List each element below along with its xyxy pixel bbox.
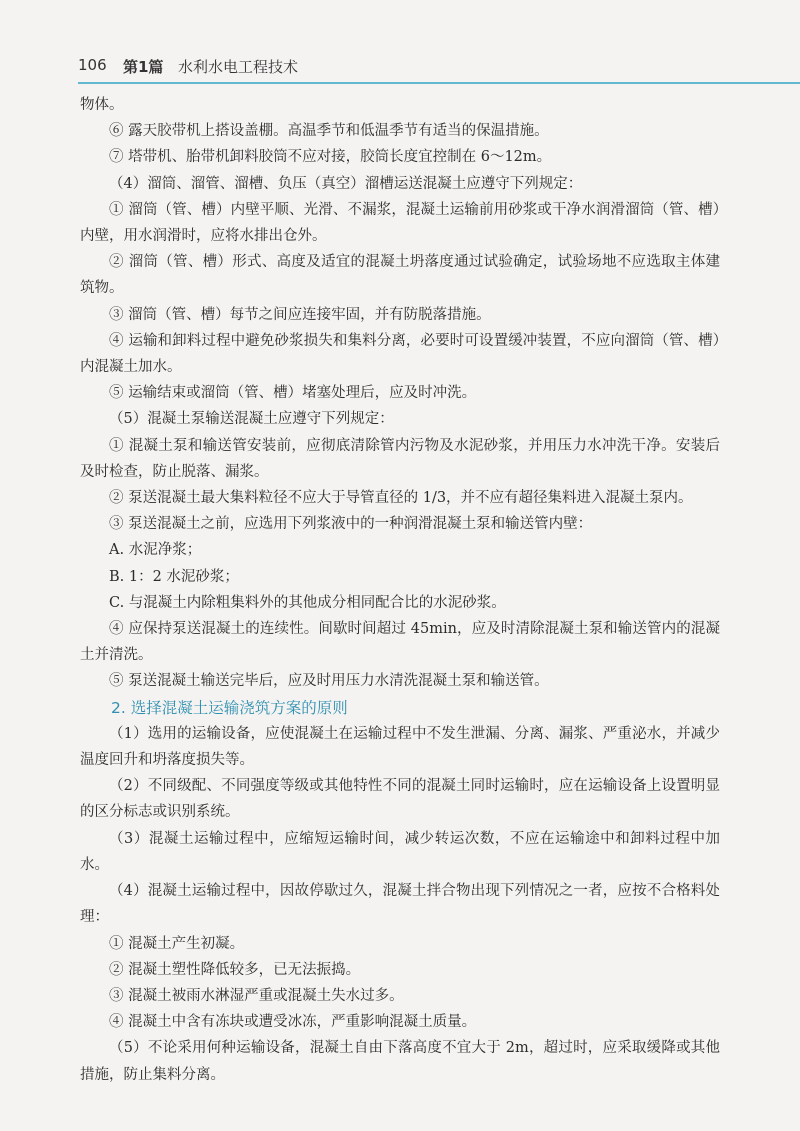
paragraph: ① 溜筒（管、槽）内壁平顺、光滑、不漏浆，混凝土运输前用砂浆或干净水润滑溜筒（管、槽）内壁，用水润滑时，应将水排出仓外。 [80, 201, 720, 245]
paragraph: C. 与混凝土内除粗集料外的其他成分相同配合比的水泥砂浆。 [109, 594, 506, 611]
paragraph: ③ 混凝土被雨水淋湿严重或混凝土失水过多。 [109, 987, 404, 1004]
paragraph: ② 混凝土塑性降低较多，已无法振捣。 [109, 961, 361, 978]
part-title: 水利水电工程技术 [178, 58, 299, 76]
paragraph: B. 1：2 水泥砂浆； [109, 568, 239, 585]
paragraph: ② 溜筒（管、槽）形式、高度及适宜的混凝土坍落度通过试验确定，试验场地不应选取主体建筑物。 [80, 254, 720, 297]
paragraph: （3）混凝土运输过程中，应缩短运输时间，减少转运次数，不应在运输途中和卸料过程中加水。 [80, 830, 720, 873]
paragraph: （4）溜筒、溜管、溜槽、负压（真空）溜槽运送混凝土应遵守下列规定： [109, 175, 583, 192]
paragraph: ② 泵送混凝土最大集料粒径不应大于导管直径的 1/3，并不应有超径集料进入混凝土泵内。 [109, 490, 693, 507]
paragraph: ③ 泵送混凝土之前，应选用下列浆液中的一种润滑混凝土泵和输送管内壁： [109, 516, 593, 533]
page-header [0, 0, 800, 84]
paragraph: ⑤ 泵送混凝土输送完毕后，应及时用压力水清洗混凝土泵和输送管。 [109, 673, 549, 690]
paragraph: （5）混凝土泵输送混凝土应遵守下列规定： [109, 411, 394, 428]
paragraph: 物体。 [80, 97, 124, 113]
paragraph: ④ 运输和卸料过程中避免砂浆损失和集料分离，必要时可设置缓冲装置，不应向溜筒（管、槽）内混凝土加水。 [80, 332, 720, 376]
part-label: 第1篇 [123, 58, 164, 76]
section-heading: 2. 选择混凝土运输浇筑方案的原则 [111, 698, 348, 717]
paragraph: ④ 混凝土中含有冻块或遭受冰冻，严重影响混凝土质量。 [109, 1014, 477, 1031]
paragraph: ⑦ 塔带机、胎带机卸料胶筒不应对接，胶筒长度宜控制在 6～12m。 [109, 149, 552, 166]
paragraph: A. 水泥净浆； [109, 542, 202, 559]
paragraph: ⑥ 露天胶带机上搭设盖棚。高温季节和低温季节有适当的保温措施。 [109, 123, 549, 140]
paragraph: ③ 溜筒（管、槽）每节之间应连接牢固，并有防脱落措施。 [109, 306, 491, 323]
paragraph: （2）不同级配、不同强度等级或其他特性不同的混凝土同时运输时，应在运输设备上设置明显的区分标志或识别系统。 [80, 778, 720, 821]
paragraph: ① 混凝土产生初凝。 [109, 935, 245, 952]
paragraph: ⑤ 运输结束或溜筒（管、槽）堵塞处理后，应及时冲洗。 [109, 385, 477, 402]
paragraph: （5）不论采用何种运输设备，混凝土自由下落高度不宜大于 2m，超过时，应采取缓降或其他措施，防止集料分离。 [80, 1040, 720, 1083]
header-rule [78, 82, 800, 84]
paragraph: ④ 应保持泵送混凝土的连续性。间歇时间超过 45min，应及时清除混凝土泵和输送管内的混凝土并清洗。 [80, 621, 720, 664]
paragraph: （4）混凝土运输过程中，因故停歇过久，混凝土拌合物出现下列情况之一者，应按不合格料处理： [80, 883, 720, 926]
page-number: 106 [78, 56, 107, 74]
paragraph: （1）选用的运输设备，应使混凝土在运输过程中不发生泄漏、分离、漏浆、严重泌水，并减少温度回升和坍落度损失等。 [80, 725, 720, 769]
body-text [80, 92, 720, 1088]
paragraph: ① 混凝土泵和输送管安装前，应彻底清除管内污物及水泥砂浆，并用压力水冲洗干净。安装后及时检查，防止脱落、漏浆。 [80, 437, 720, 480]
